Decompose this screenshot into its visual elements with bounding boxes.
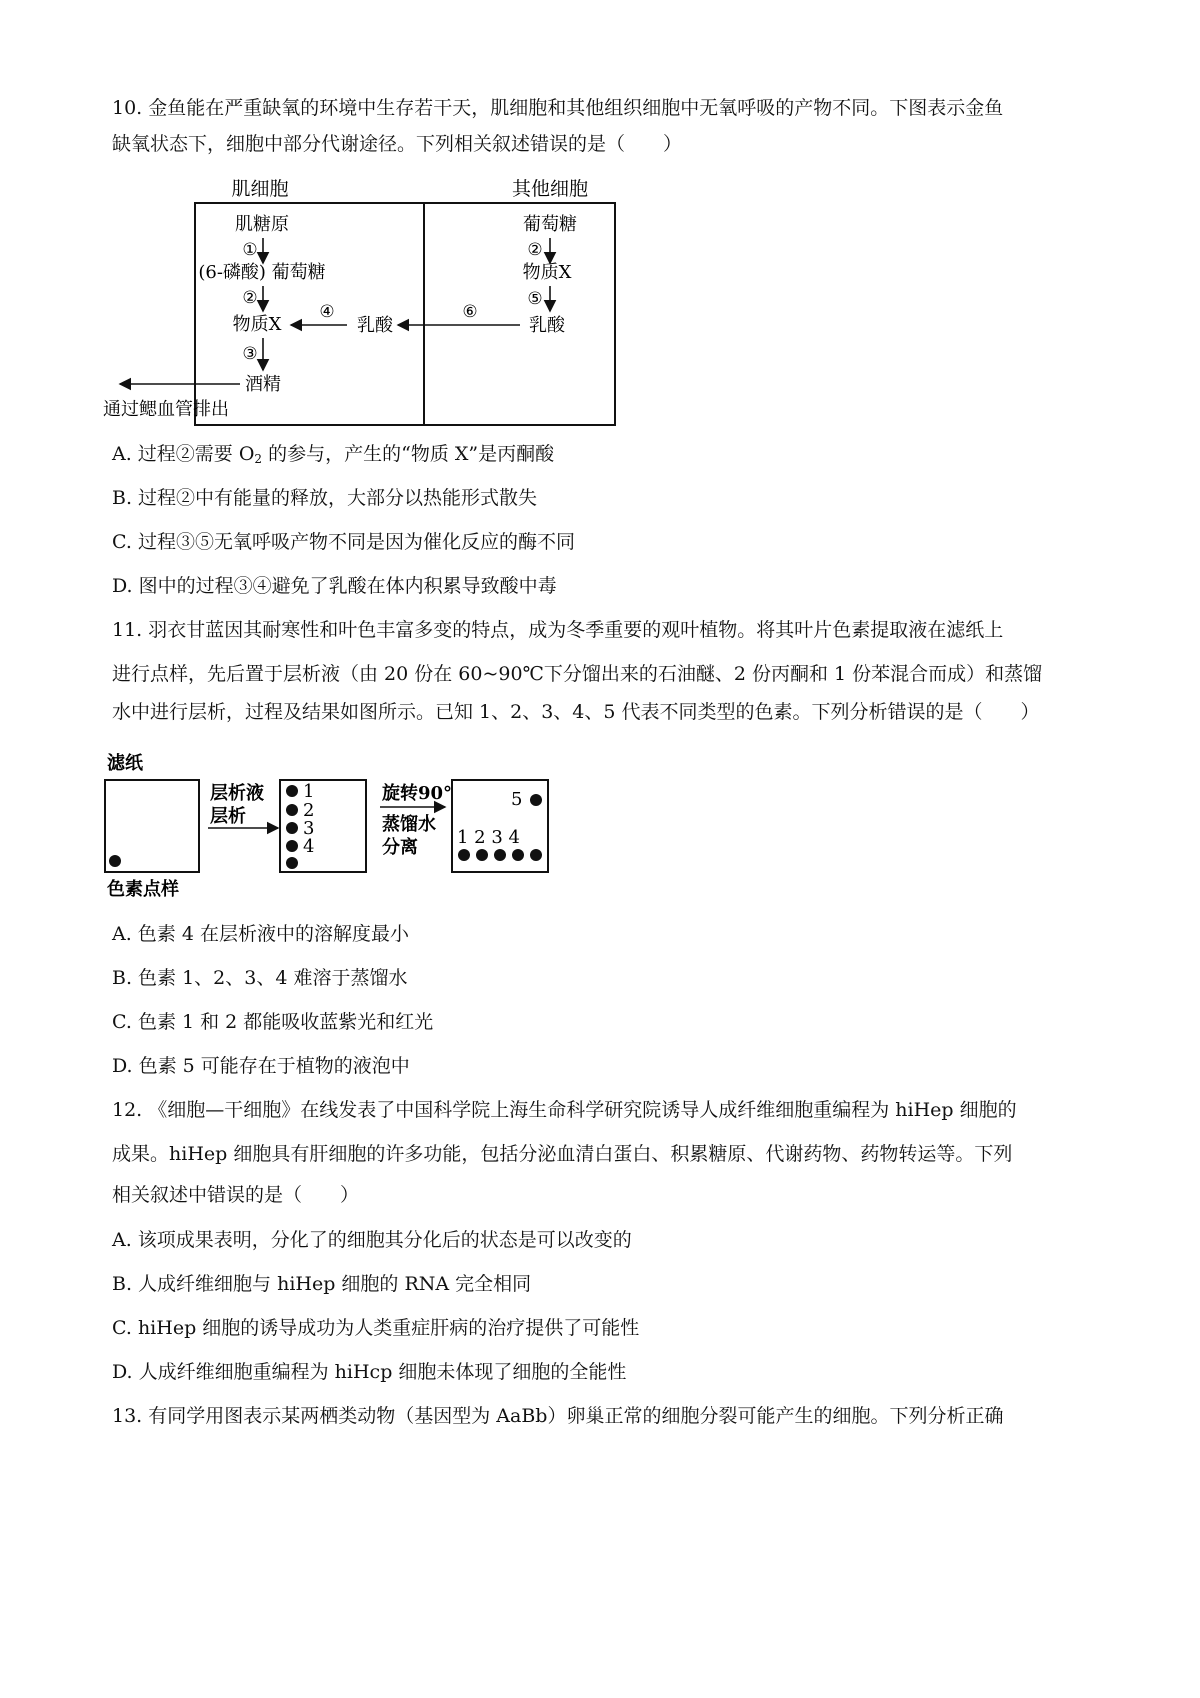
step6-label: ⑥ xyxy=(462,302,478,322)
step5-label: ⑤ xyxy=(527,289,543,309)
lactate-mid-label: 乳酸 xyxy=(357,315,393,336)
spot-label: 色素点样 xyxy=(107,879,179,900)
q10-stem-line1: 10. 金鱼能在严重缺氧的环境中生存若干天，肌细胞和其他组织细胞中无氧呼吸的产物不同。下图表示金鱼 xyxy=(112,97,1004,119)
q12-option-d: D. 人成纤维细胞重编程为 hiHcp 细胞未体现了细胞的全能性 xyxy=(112,1361,627,1383)
label-4: 4 xyxy=(303,836,315,857)
q10-option-a-sub: 2 xyxy=(254,452,263,466)
label-3: 3 xyxy=(303,818,315,839)
q12-option-b: B. 人成纤维细胞与 hiHep 细胞的 RNA 完全相同 xyxy=(112,1273,532,1295)
glycogen-label: 肌糖原 xyxy=(235,214,289,235)
step3-label: ③ xyxy=(242,344,258,364)
step4-label: ④ xyxy=(319,302,335,322)
arrow2-label-a: 旋转90° xyxy=(382,783,453,804)
q11-option-d: D. 色素 5 可能存在于植物的液泡中 xyxy=(112,1055,410,1077)
bottom-labels: 1 2 3 4 xyxy=(457,827,520,848)
q10-option-d: D. 图中的过程③④避免了乳酸在体内积累导致酸中毒 xyxy=(112,575,557,597)
q11-stem-line2: 进行点样，先后置于层析液（由 20 份在 60~90℃下分馏出来的石油醚、2 份丙酮和 1 份苯混合而成）和蒸馏 xyxy=(112,663,1043,685)
spot-2 xyxy=(476,849,488,861)
other-cell-title: 其他细胞 xyxy=(511,178,589,200)
band-4 xyxy=(286,840,298,852)
band-5 xyxy=(286,857,298,869)
excrete-label: 通过鳃血管排出 xyxy=(103,399,229,420)
pigment-spot xyxy=(109,855,121,867)
q12-option-a: A. 该项成果表明，分化了的细胞其分化后的状态是可以改变的 xyxy=(112,1229,632,1251)
q11-stem-line1: 11. 羽衣甘蓝因其耐寒性和叶色丰富多变的特点，成为冬季重要的观叶植物。将其叶片色素提取液在滤纸上 xyxy=(112,619,1004,641)
q11-chromatography-diagram xyxy=(100,745,620,905)
filter-paper-label: 滤纸 xyxy=(107,753,143,774)
spot-3 xyxy=(494,849,506,861)
alcohol-label: 酒精 xyxy=(245,374,281,395)
q13-stem-line1: 13. 有同学用图表示某两栖类动物（基因型为 AaBb）卵巢正常的细胞分裂可能产生的细胞。下列分析正确 xyxy=(112,1405,1004,1427)
q10-option-a xyxy=(112,441,554,472)
band-3 xyxy=(286,822,298,834)
glucose-label: 葡萄糖 xyxy=(523,214,577,235)
step2-right-label: ② xyxy=(527,240,543,260)
q10-option-a-post: 的参与，产生的“物质 X”是丙酮酸 xyxy=(262,443,555,465)
label-5: 5 xyxy=(511,789,523,810)
q11-option-b: B. 色素 1、2、3、4 难溶于蒸馏水 xyxy=(112,967,408,989)
label-2: 2 xyxy=(303,800,315,821)
q12-stem-line2: 成果。hiHep 细胞具有肝细胞的许多功能，包括分泌血清白蛋白、积累糖原、代谢药物、药物转运等。下列 xyxy=(112,1143,1013,1165)
spot-5 xyxy=(530,849,542,861)
q10-option-c: C. 过程③⑤无氧呼吸产物不同是因为催化反应的酶不同 xyxy=(112,531,575,553)
q10-stem-line2: 缺氧状态下，细胞中部分代谢途径。下列相关叙述错误的是（ ） xyxy=(112,133,683,155)
band-2 xyxy=(286,804,298,816)
q10-option-b: B. 过程②中有能量的释放，大部分以热能形式散失 xyxy=(112,487,538,509)
band-1 xyxy=(286,785,298,797)
arrow2-label-c: 分离 xyxy=(382,837,418,858)
step1-label: ① xyxy=(242,240,258,260)
q12-stem-line3: 相关叙述中错误的是（ ） xyxy=(112,1184,360,1206)
q12-option-c: C. hiHep 细胞的诱导成功为人类重症肝病的治疗提供了可能性 xyxy=(112,1317,640,1339)
spot-1 xyxy=(458,849,470,861)
lactate-right-label: 乳酸 xyxy=(529,315,565,336)
q11-stem-line3: 水中进行层析，过程及结果如图所示。已知 1、2、3、4、5 代表不同类型的色素。下列分析错误的是（ ） xyxy=(112,701,1040,723)
arrow1-label-b: 层析 xyxy=(210,806,246,827)
q11-option-c: C. 色素 1 和 2 都能吸收蓝紫光和红光 xyxy=(112,1011,434,1033)
step2-left-label: ② xyxy=(242,288,258,308)
label-1: 1 xyxy=(303,781,315,802)
q12-stem-line1: 12. 《细胞—干细胞》在线发表了中国科学院上海生命科学研究院诱导人成纤维细胞重编程为 hiHep 细胞的 xyxy=(112,1099,1017,1121)
substance-x-left: 物质X xyxy=(232,314,282,335)
q10-metabolism-diagram xyxy=(95,170,635,435)
muscle-cell-title: 肌细胞 xyxy=(231,178,289,200)
spot-4 xyxy=(512,849,524,861)
g6p-label: (6-磷酸) 葡萄糖 xyxy=(198,262,326,283)
q11-option-a: A. 色素 4 在层析液中的溶解度最小 xyxy=(112,923,409,945)
substance-x-right: 物质X xyxy=(522,262,572,283)
band-5-separated xyxy=(530,794,542,806)
arrow2-label-b: 蒸馏水 xyxy=(382,814,436,835)
q10-option-a-pre: A. 过程②需要 O xyxy=(112,443,255,465)
arrow1-label-a: 层析液 xyxy=(210,783,264,804)
